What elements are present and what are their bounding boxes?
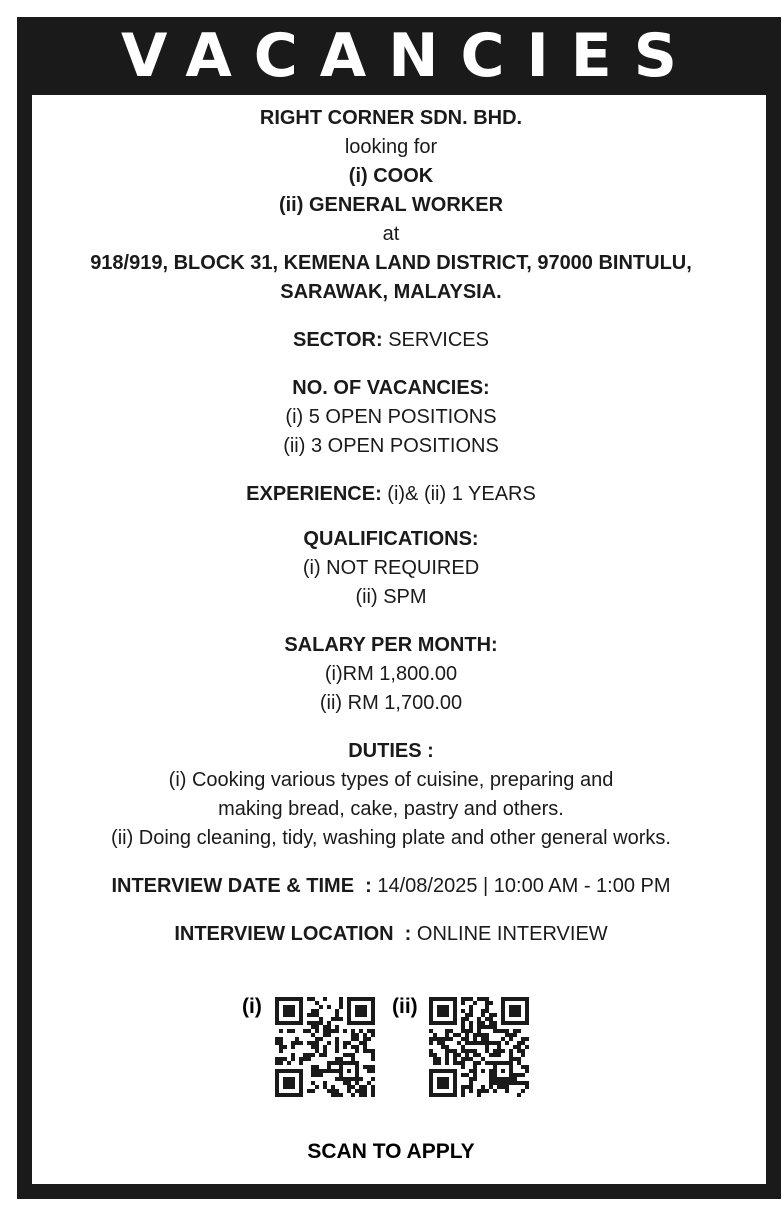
interview-location-row bbox=[32, 920, 750, 949]
qualifications-item-2: (ii) SPM bbox=[355, 586, 427, 608]
qr-label-2: (ii) bbox=[392, 995, 418, 1018]
company-name: RIGHT CORNER SDN. BHD. bbox=[259, 107, 523, 129]
sector-row bbox=[32, 326, 750, 355]
qr-label-1: (i) bbox=[242, 995, 262, 1018]
vacancies-item-2: (ii) 3 OPEN POSITIONS bbox=[283, 435, 499, 457]
vacancies-item-1: (i) 5 OPEN POSITIONS bbox=[285, 406, 497, 428]
duties-line-1: (i) Cooking various types of cuisine, preparing and bbox=[168, 769, 614, 791]
banner-title: VACANCIES bbox=[17, 17, 781, 95]
sector-label: SECTOR: bbox=[293, 329, 383, 351]
at-text: at bbox=[382, 223, 400, 245]
experience-label: EXPERIENCE: bbox=[246, 483, 382, 505]
qr-code-icon-1[interactable] bbox=[275, 997, 375, 1097]
position-general-worker: (ii) GENERAL WORKER bbox=[278, 194, 504, 216]
duties-line-3: (ii) Doing cleaning, tidy, washing plate and other general works. bbox=[111, 827, 671, 849]
duties-label: DUTIES : bbox=[348, 740, 434, 762]
interview-date-label: INTERVIEW DATE & TIME : bbox=[111, 875, 372, 897]
qr-code-icon-2[interactable] bbox=[429, 997, 529, 1097]
salary-label: SALARY PER MONTH: bbox=[284, 634, 498, 656]
qualifications-label: QUALIFICATIONS: bbox=[303, 528, 479, 550]
address-line-2: SARAWAK, MALAYSIA. bbox=[280, 281, 502, 303]
interview-date-row bbox=[32, 872, 750, 901]
salary-item-1: (i)RM 1,800.00 bbox=[324, 663, 458, 685]
experience-value: (i)& (ii) 1 YEARS bbox=[381, 483, 536, 505]
vacancies-label: NO. OF VACANCIES: bbox=[292, 377, 490, 399]
sector-value: SERVICES bbox=[382, 329, 489, 351]
position-cook: (i) COOK bbox=[348, 165, 434, 187]
qualifications-item-1: (i) NOT REQUIRED bbox=[302, 557, 480, 579]
interview-location-label: INTERVIEW LOCATION : bbox=[174, 923, 412, 945]
interview-location-value: ONLINE INTERVIEW bbox=[411, 923, 608, 945]
ad-content bbox=[32, 95, 750, 949]
salary-item-2: (ii) RM 1,700.00 bbox=[319, 692, 463, 714]
scan-to-apply-text: SCAN TO APPLY bbox=[307, 1140, 475, 1163]
duties-line-2: making bread, cake, pastry and others. bbox=[218, 798, 564, 820]
address-line-1: 918/919, BLOCK 31, KEMENA LAND DISTRICT, 97000 BINTULU, bbox=[90, 252, 692, 274]
looking-for-text: looking for bbox=[344, 136, 438, 158]
interview-date-value: 14/08/2025 | 10:00 AM - 1:00 PM bbox=[371, 875, 671, 897]
experience-row bbox=[32, 480, 750, 509]
qr-codes-row bbox=[32, 993, 750, 1103]
